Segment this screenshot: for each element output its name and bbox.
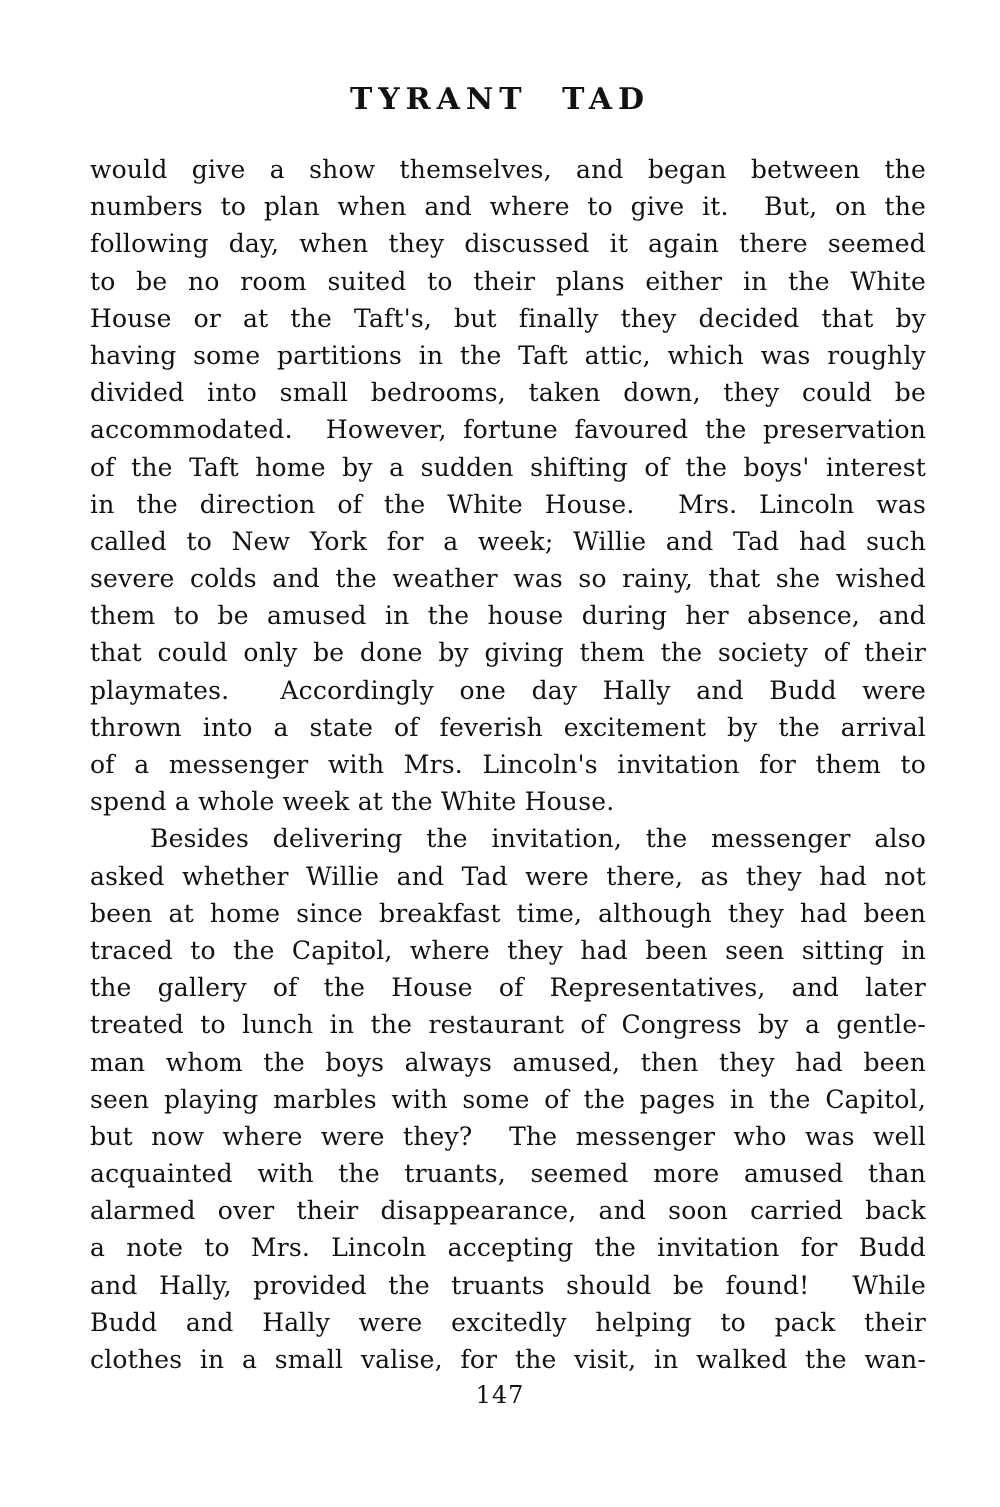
- text-line: and Hally, provided the truants should be found! While: [90, 1270, 926, 1300]
- page-title: TYRANT TAD: [349, 82, 651, 117]
- text-line: traced to the Capitol, where they had been seen sitting in: [90, 935, 926, 965]
- text-line: spend a whole week at the White House.: [90, 787, 615, 817]
- text-line: asked whether Willie and Tad were there, as they had not: [90, 861, 926, 891]
- text-line: Besides delivering the invitation, the messenger also: [150, 824, 926, 854]
- text-line: the gallery of the House of Representatives, and later: [90, 973, 926, 1003]
- text-line: called to New York for a week; Willie and Tad had such: [90, 526, 926, 556]
- text-line: a note to Mrs. Lincoln accepting the invitation for Budd: [90, 1233, 926, 1263]
- text-line: of the Taft home by a sudden shifting of the boys' interest: [90, 452, 926, 482]
- text-line: treated to lunch in the restaurant of Congress by a gentle-: [90, 1010, 926, 1040]
- text-line: Budd and Hally were excitedly helping to pack their: [90, 1307, 926, 1337]
- text-line: playmates. Accordingly one day Hally and Budd were: [90, 675, 926, 705]
- text-line: accommodated. However, fortune favoured the preservation: [90, 415, 926, 445]
- text-line: acquainted with the truants, seemed more amused than: [90, 1159, 926, 1189]
- text-line: would give a show themselves, and began between the: [90, 155, 926, 184]
- text-line: been at home since breakfast time, although they had been: [90, 898, 926, 928]
- text-line: but now where were they? The messenger who was well: [90, 1121, 926, 1151]
- text-line: severe colds and the weather was so rainy, that she wished: [90, 564, 926, 594]
- text-line: of a messenger with Mrs. Lincoln's invitation for them to: [90, 750, 926, 779]
- text-line: House or at the Taft's, but finally they decided that by: [90, 303, 926, 333]
- text-line: following day, when they discussed it again there seemed: [90, 229, 926, 259]
- text-line: in the direction of the White House. Mrs. Lincoln was: [90, 489, 926, 519]
- page-number: 147: [475, 1381, 525, 1409]
- text-line: them to be amused in the house during her absence, and: [90, 601, 926, 631]
- text-line: man whom the boys always amused, then they had been: [90, 1047, 926, 1077]
- text-line: alarmed over their disappearance, and soon carried back: [90, 1196, 926, 1226]
- text-line: thrown into a state of feverish excitement by the arrival: [90, 712, 926, 742]
- text-line: to be no room suited to their plans either in the White: [90, 266, 926, 296]
- text-line: seen playing marbles with some of the pages in the Capitol,: [90, 1084, 926, 1114]
- text-line: divided into small bedrooms, taken down, they could be: [90, 378, 926, 408]
- text-line: clothes in a small valise, for the visit, in walked the wan-: [90, 1345, 926, 1374]
- text-line: numbers to plan when and where to give it. But, on the: [90, 192, 926, 222]
- body-text: [90, 151, 926, 1378]
- text-line: having some partitions in the Taft attic, which was roughly: [90, 340, 926, 370]
- text-line: that could only be done by giving them the society of their: [90, 638, 926, 668]
